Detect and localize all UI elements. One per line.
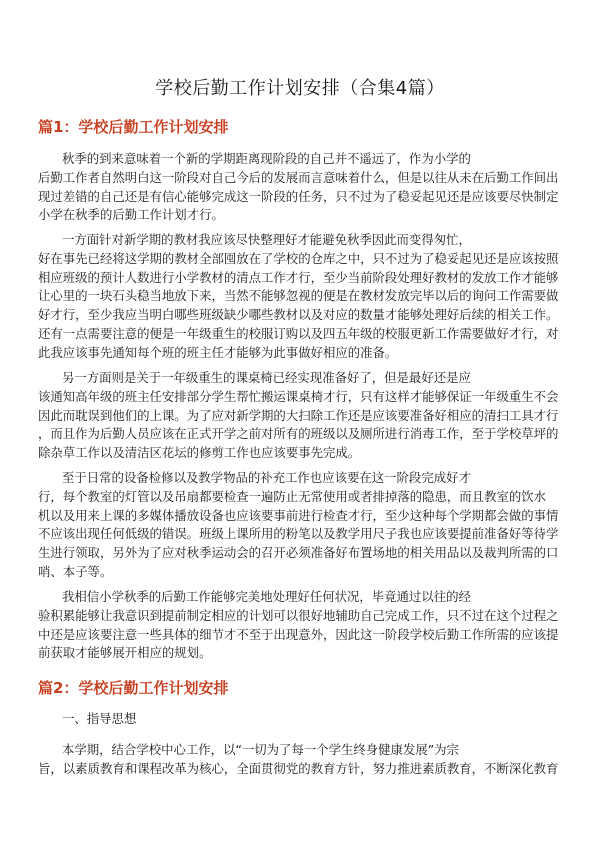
paragraph-line: 还有一点需要注意的便是一年级重生的校服订购以及四五年级的校服更新工作需要做好才行，对: [38, 325, 559, 341]
paragraph-line: 前获取才能够展开相应的规划。: [38, 645, 212, 661]
paragraph-line: 生进行领取，另外为了应对秋季运动会的召开必须准备好布置场地的相关用品以及裁判所需的口: [38, 545, 559, 561]
section-1-paragraph-5: [38, 588, 562, 663]
paragraph-line: 机以及用来上课的多媒体播放设备也应该要事前进行检查才行，至少这种每个学期都会做的事情: [38, 507, 559, 523]
paragraph-line: 本学期，结合学校中心工作，以“一切为了每一个学生终身健康发展”为宗: [62, 742, 459, 757]
section-2-subheading: 一、指导思想: [62, 711, 137, 726]
paragraph-line: 因此而耽误到他们的上课。为了应对新学期的大扫除工作还是应该要准备好相应的清扫工具才行: [38, 407, 559, 423]
paragraph-line: 好才行，至少我应当明白哪些班级缺少哪些教材以及对应的数量才能够处理好后续的相关工作。: [38, 307, 559, 323]
paragraph-line: 除杂草工作以及清洁区花坛的修剪工作也应该要事先完成。: [38, 445, 361, 461]
paragraph-line: 相应班级的预计人数进行小学教材的清点工作才行，至少当前阶段处理好教材的发放工作才能够: [38, 269, 559, 285]
paragraph-line: 后勤工作者自然明白这一阶段对自己今后的发展而言意味着什么，但是以往从未在后勤工作间出: [38, 169, 559, 185]
paragraph-line: 行，每个教室的灯管以及吊扇都要检查一遍防止无常使用或者排掉落的隐患，而且教室的饮水: [38, 488, 547, 504]
paragraph-line: ，而且作为后勤人员应该在正式开学之前对所有的班级以及厕所进行消毒工作，至于学校草坪的: [38, 426, 559, 442]
paragraph-line: 现过差错的自己还是有信心能够完成这一阶段的任务，只不过为了稳妥起见还是应该要尽快制定: [38, 188, 559, 204]
section-1-paragraph-3: [38, 369, 562, 463]
document-title: 学校后勤工作计划安排（合集4篇）: [155, 78, 445, 99]
paragraph-line: 哨、本子等。: [38, 563, 113, 579]
paragraph-line: 小学在秋季的后勤工作计划才行。: [38, 207, 224, 223]
paragraph-line: 秋季的到来意味着一个新的学期距离现阶段的自己并不遥远了，作为小学的: [62, 151, 471, 166]
paragraph-line: 一方面针对新学期的教材我应该尽快整理好才能避免秋季因此而变得匆忙，: [62, 232, 471, 247]
paragraph-line: 至于日常的设备检修以及教学物品的补充工作也应该要在这一阶段完成好才: [62, 470, 471, 485]
paragraph-line: 另一方面则是关于一年级重生的课桌椅已经实现准备好了，但是最好还是应: [62, 370, 471, 385]
paragraph-line: 该通知高年级的班主任安排部分学生帮忙搬运课桌椅才行，只有这样才能够保证一年级重生不会: [38, 388, 559, 404]
paragraph-line: 中还是应该要注意一些具体的细节才不至于出现意外，因此这一阶段学校后勤工作所需的应该提: [38, 626, 559, 642]
paragraph-line: 我相信小学秋季的后勤工作能够完美地处理好任何状况，毕竟通过以往的经: [62, 589, 471, 604]
paragraph-line: 不应该出现任何低级的错误。班级上课所用的粉笔以及教学用尺子我也应该要提前准备好等待学: [38, 526, 559, 542]
section-1-paragraph-2: [38, 231, 562, 363]
section-1-paragraph-4: [38, 469, 562, 582]
section-1-heading: 篇1：学校后勤工作计划安排: [38, 118, 229, 136]
paragraph-line: 此我应该事先通知每个班的班主任才能够为此事做好相应的准备。: [38, 344, 398, 360]
paragraph-line: 验积累能够让我意识到提前制定相应的计划可以很好地辅助自己完成工作，只不过在这个过程之: [38, 607, 559, 623]
section-2-heading: 篇2：学校后勤工作计划安排: [38, 679, 229, 697]
section-2-paragraph-1: [38, 741, 562, 779]
section-1-paragraph-1: [38, 150, 562, 225]
paragraph-line: 好在事先已经将这学期的教材全部囤放在了学校的仓库之中，只不过为了稳妥起见还是应该按照: [38, 250, 559, 266]
paragraph-line: 让心里的一块石头稳当地放下来，当然不能够忽视的便是在教材发放完毕以后的询问工作需要做: [38, 288, 559, 304]
paragraph-line: 旨，以素质教育和课程改革为核心，全面贯彻党的教育方针，努力推进素质教育，不断深化教育: [38, 760, 559, 776]
